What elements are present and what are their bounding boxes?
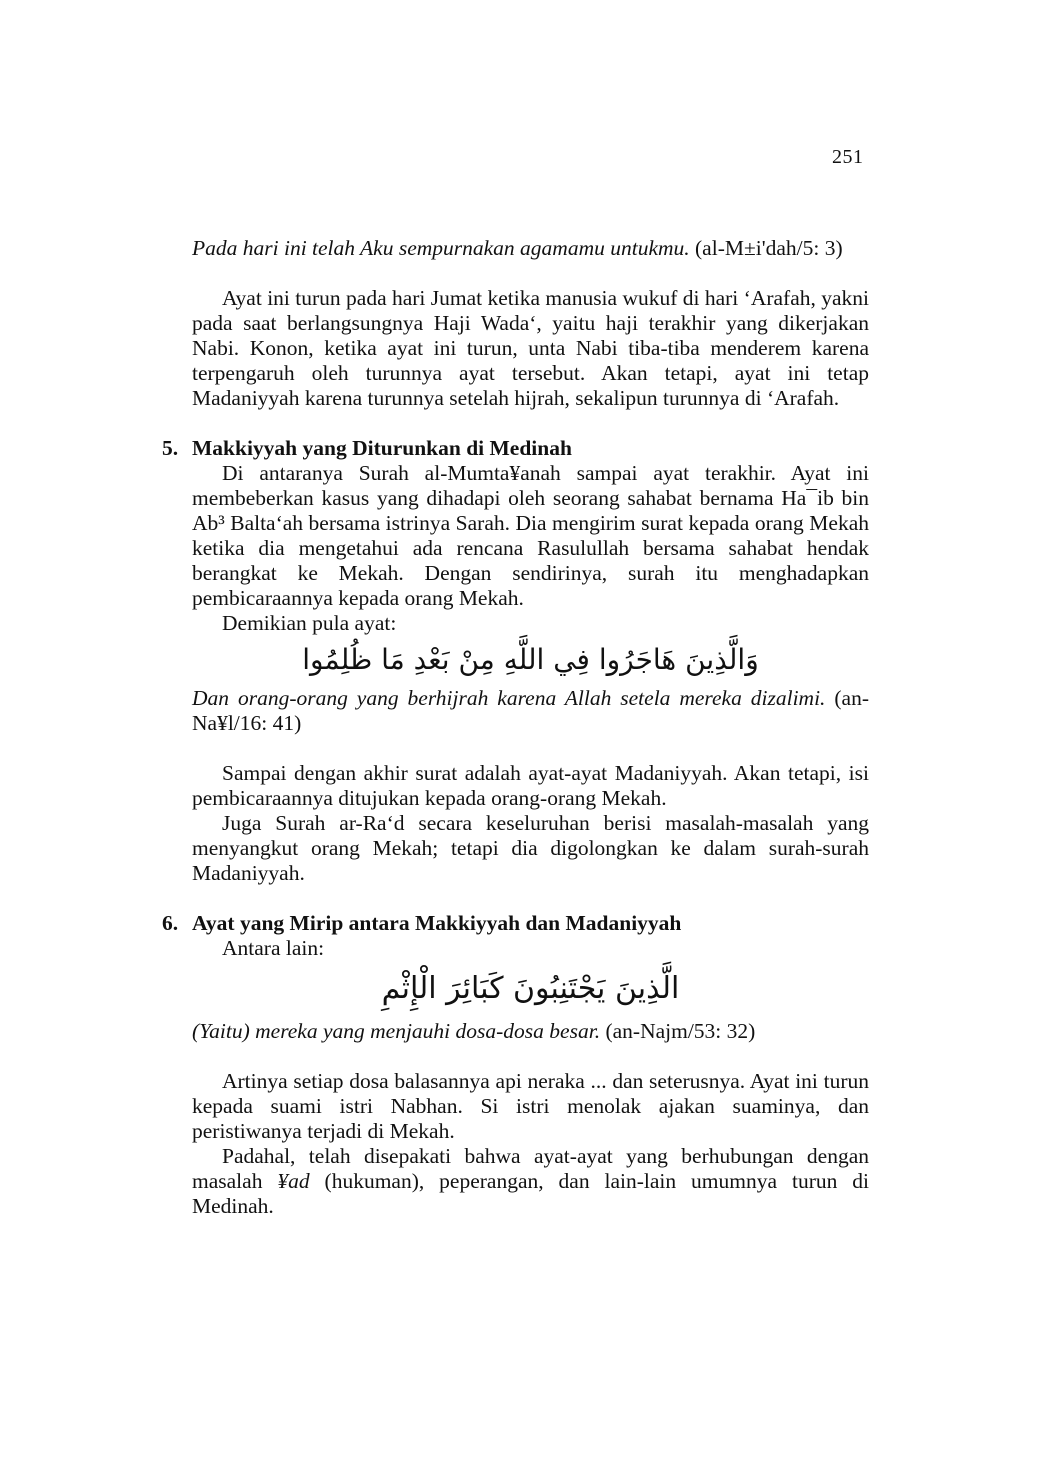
quote-ref: (al-M±i'dah/5: 3) (689, 236, 843, 260)
section-6-paragraph-3-italic: ¥ad (277, 1169, 310, 1193)
section-5-paragraph-3: Sampai dengan akhir surat adalah ayat-ayat Madaniyyah. Akan tetapi, isi pembicaraannya ditujukan kepada orang-orang Mekah. (192, 761, 869, 810)
paragraph-arafah: Ayat ini turun pada hari Jumat ketika manusia wukuf di hari ‘Arafah, yakni pada saat berlangsungnya Haji Wada‘, yaitu haji terakhir yang dikerjakan Nabi. Konon, ketika ayat ini turun, unta Nabi tiba-tiba menderem karena terpengaruh oleh turunnya ayat tersebut. Akan tetapi, ayat ini tetap Madaniyyah karena turunnya setelah hijrah, sekalipun turunnya di ‘Arafah. (192, 286, 870, 410)
section-6-paragraph-2: Artinya setiap dosa balasannya api neraka ... dan seterusnya. Ayat ini turun kepada suami istri Nabhan. Si istri menolak ajakan suaminya, dan peristiwanya terjadi di Mekah. (192, 1069, 869, 1143)
section-6-number: 6. (162, 911, 179, 935)
section-5-paragraph-4: Juga Surah ar-Ra‘d secara keseluruhan berisi masalah-masalah yang menyangkut orang Mekah; tetapi dia digolongkan ke dalam surah-surah Madaniyyah. (192, 811, 869, 885)
page-number: 251 (832, 146, 864, 168)
arabic-verse-1-text: وَالَّذِينَ هَاجَرُوا فِي اللَّهِ مِنْ بَعْدِ مَا ظُلِمُوا (302, 643, 759, 676)
quote-translation (192, 236, 869, 261)
section-5-paragraph-1: Di antaranya Surah al-Mumta¥anah sampai ayat terakhir. Ayat ini membeberkan kasus yang dihadapi oleh seorang sahabat bernama Ha¯ib bin Ab³ Balta‘ah bersama istrinya Sarah. Dia mengirim surat kepada orang Mekah ketika dia mengetahui ada rencana Rasulullah bersama sahabat hendak berangkat ke Mekah. Dengan sendirinya, surah itu menghadapkan pembicaraannya kepada orang Mekah. (192, 461, 869, 610)
section-6-paragraph-3-b: (hukuman), peperangan, dan lain-lain umumnya turun di Medinah. (192, 1169, 869, 1218)
section-5-heading (162, 436, 869, 461)
arabic-verse-2 (192, 969, 869, 1009)
verse-1-translation (192, 686, 869, 736)
section-5-title: Makkiyyah yang Diturunkan di Medinah (192, 436, 572, 460)
section-5-number: 5. (162, 436, 179, 460)
section-6-paragraph-3 (192, 1144, 869, 1219)
section-5-paragraph-2: Demikian pula ayat: (222, 611, 397, 635)
arabic-verse-1 (192, 640, 869, 680)
quote-italic: Pada hari ini telah Aku sempurnakan agamamu untukmu. (192, 236, 690, 260)
section-6-paragraph-3-a: Padahal, telah disepakati bahwa ayat-ayat yang berhubungan dengan masalah (192, 1144, 869, 1193)
verse-2-translation-italic: (Yaitu) mereka yang menjauhi dosa-dosa besar. (192, 1019, 601, 1043)
section-6-heading (162, 911, 869, 936)
verse-1-translation-italic: Dan orang-orang yang berhijrah karena Allah setela mereka dizalimi. (192, 686, 826, 710)
arabic-verse-2-text: الَّذِينَ يَجْتَنِبُونَ كَبَائِرَ الْإِثْمِ (381, 971, 680, 1006)
verse-2-translation (192, 1019, 869, 1044)
verse-2-ref: (an-Najm/53: 32) (600, 1019, 756, 1043)
verse-1-ref: (an-Na¥l/16: 41) (192, 686, 869, 735)
section-6-paragraph-1: Antara lain: (222, 936, 325, 960)
page-body (162, 236, 870, 1219)
section-6-title: Ayat yang Mirip antara Makkiyyah dan Madaniyyah (192, 911, 682, 935)
